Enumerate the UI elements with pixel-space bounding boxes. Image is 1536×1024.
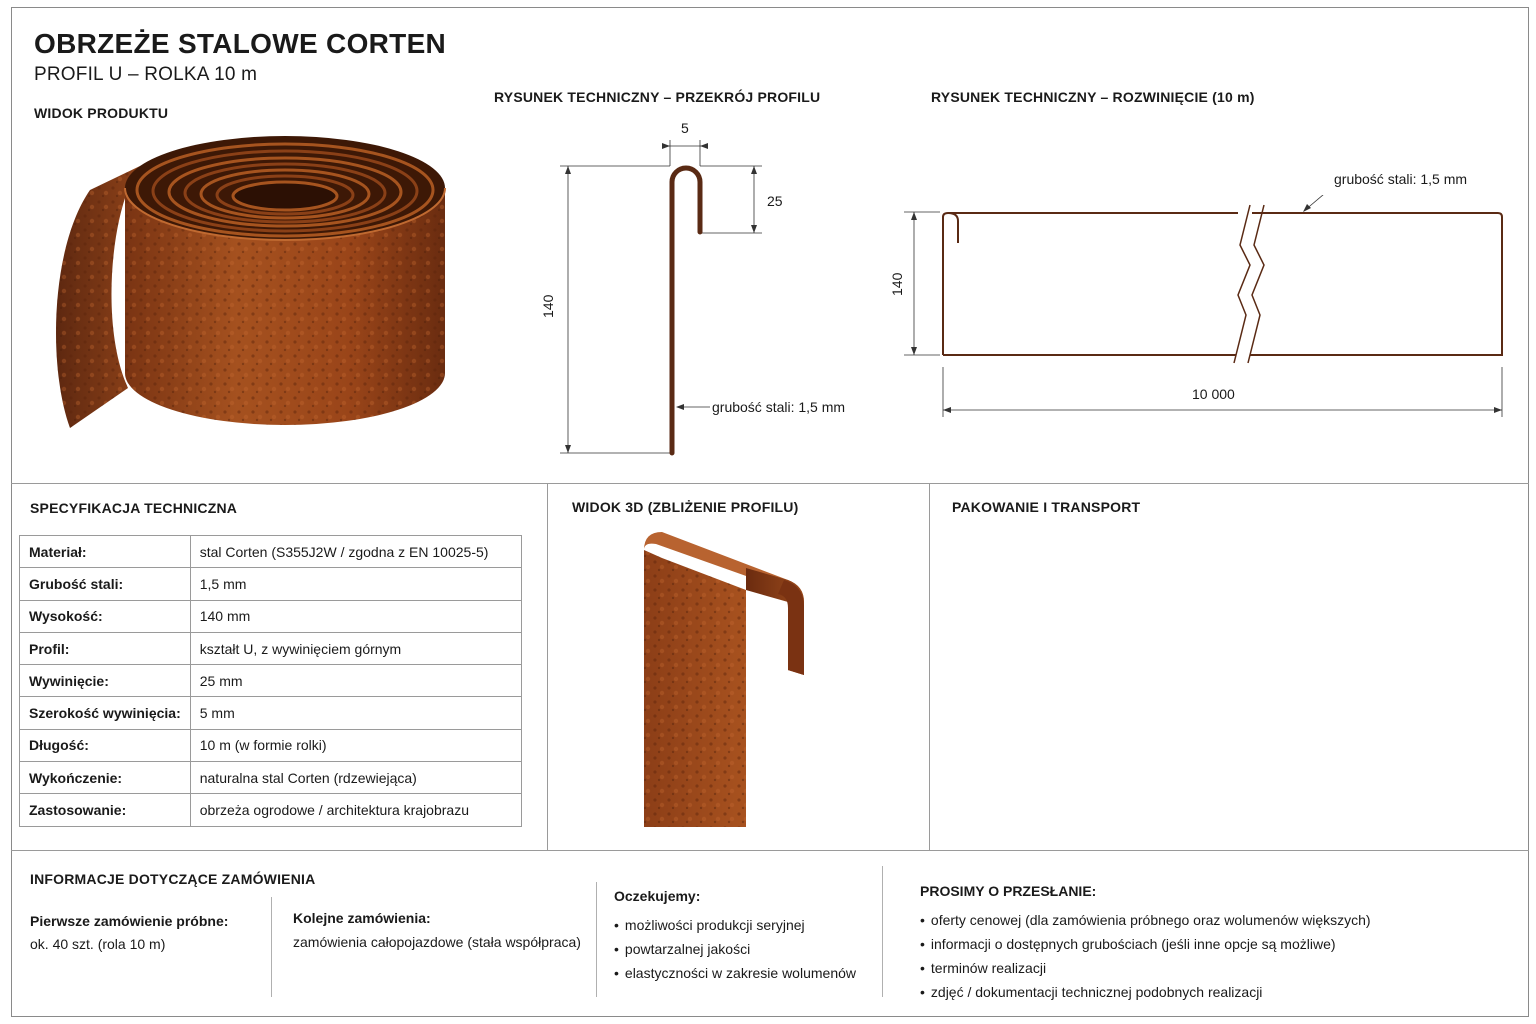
request-item: • zdjęć / dokumentacji technicznej podobnych realizacji (920, 985, 1262, 999)
spec-key: Wywinięcie: (20, 665, 191, 697)
thickness-label-unfold: grubość stali: 1,5 mm (1334, 171, 1468, 187)
spec-key: Grubość stali: (20, 568, 191, 600)
order-first-label: Pierwsze zamówienie próbne: (30, 913, 229, 929)
order-request-label: PROSIMY O PRZESŁANIE: (920, 883, 1097, 899)
divider-order-1 (271, 897, 272, 997)
spec-row (20, 568, 522, 600)
section-packaging: PAKOWANIE I TRANSPORT (952, 499, 1141, 515)
spec-key: Szerokość wywinięcia: (20, 697, 191, 729)
divider-order-2 (596, 882, 597, 997)
spec-table (19, 535, 522, 827)
spec-value: kształt U, z wywinięciem górnym (190, 632, 521, 664)
spec-value: 10 m (w formie rolki) (190, 729, 521, 761)
spec-value: 140 mm (190, 600, 521, 632)
spec-value: 25 mm (190, 665, 521, 697)
request-item: • terminów realizacji (920, 961, 1046, 975)
corten-roll-image (40, 128, 460, 438)
divider-bottom (11, 850, 1529, 851)
spec-row (20, 697, 522, 729)
spec-value: 1,5 mm (190, 568, 521, 600)
dim-height-label: 140 (540, 294, 556, 318)
spec-key: Materiał: (20, 536, 191, 568)
unfold-height-label: 140 (889, 272, 905, 296)
page-title: OBRZEŻE STALOWE CORTEN (34, 28, 447, 59)
spec-key: Długość: (20, 729, 191, 761)
unfold-strip (943, 205, 1502, 363)
spec-row (20, 536, 522, 568)
request-item: • oferty cenowej (dla zamówienia próbnego oraz wolumenów większych) (920, 913, 1371, 927)
request-item: • informacji o dostępnych grubościach (jeśli inne opcje są możliwe) (920, 937, 1336, 951)
cross-section-drawing (540, 110, 880, 470)
spec-key: Zastosowanie: (20, 794, 191, 826)
spec-row (20, 762, 522, 794)
dim-width-label: 5 (681, 120, 689, 136)
thickness-label-cross: grubość stali: 1,5 mm (712, 399, 846, 415)
spec-key: Wysokość: (20, 600, 191, 632)
divider-order-3 (882, 866, 883, 997)
expect-item: • powtarzalnej jakości (614, 942, 750, 956)
spec-row (20, 600, 522, 632)
section-product-view: WIDOK PRODUKTU (34, 105, 169, 121)
section-order: INFORMACJE DOTYCZĄCE ZAMÓWIENIA (30, 871, 316, 887)
order-expect-label: Oczekujemy: (614, 888, 701, 904)
divider-3d (929, 483, 930, 850)
divider-top (11, 483, 1529, 484)
spec-value: obrzeża ogrodowe / architektura krajobrazu (190, 794, 521, 826)
expect-item: • elastyczności w zakresie wolumenów (614, 966, 856, 980)
spec-key: Profil: (20, 632, 191, 664)
spec-row (20, 632, 522, 664)
order-next-value: zamówienia całopojazdowe (stała współpraca) (293, 934, 581, 950)
spec-value: 5 mm (190, 697, 521, 729)
spec-row (20, 794, 522, 826)
section-3d: WIDOK 3D (ZBLIŻENIE PROFILU) (572, 499, 799, 515)
spec-value: naturalna stal Corten (rdzewiejąca) (190, 762, 521, 794)
section-spec: SPECYFIKACJA TECHNICZNA (30, 500, 238, 516)
section-unfold: RYSUNEK TECHNICZNY – ROZWINIĘCIE (10 m) (931, 89, 1255, 105)
spec-row (20, 729, 522, 761)
dim-flange-label: 25 (767, 193, 783, 209)
unfold-length-label: 10 000 (1192, 386, 1235, 402)
spec-key: Wykończenie: (20, 762, 191, 794)
expect-item: • możliwości produkcji seryjnej (614, 918, 805, 932)
spec-value: stal Corten (S355J2W / zgodna z EN 10025-5) (190, 536, 521, 568)
order-first-value: ok. 40 szt. (rola 10 m) (30, 936, 166, 952)
divider-spec (547, 483, 548, 850)
profile-3d-image (638, 530, 808, 830)
spec-row (20, 665, 522, 697)
u-profile-shape (672, 168, 700, 453)
section-cross-section: RYSUNEK TECHNICZNY – PRZEKRÓJ PROFILU (494, 89, 821, 105)
order-next-label: Kolejne zamówienia: (293, 910, 431, 926)
page-subtitle: PROFIL U – ROLKA 10 m (34, 64, 258, 85)
